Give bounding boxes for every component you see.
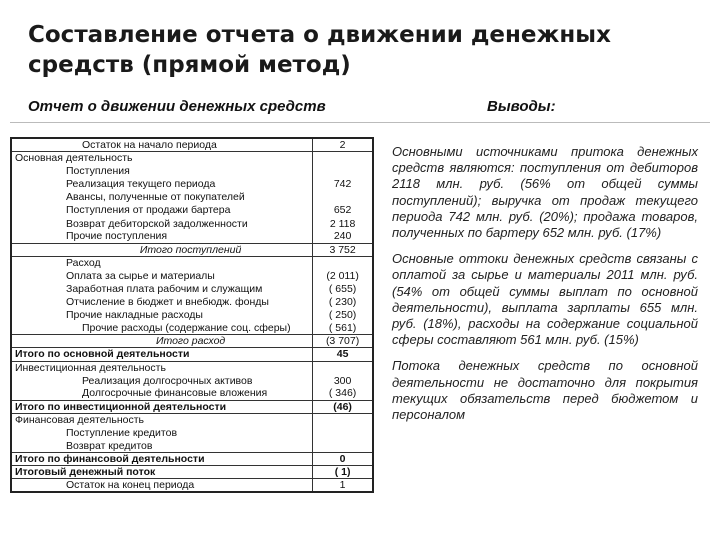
- table-row: [11, 243, 373, 256]
- row-value: (2 011): [313, 269, 373, 282]
- table-row: [11, 282, 373, 295]
- table-row: [11, 204, 373, 217]
- row-label: Реализация текущего периода: [11, 178, 313, 191]
- table-row: [11, 296, 373, 309]
- table-row: [11, 374, 373, 387]
- row-label: Итоговый денежный поток: [11, 466, 313, 479]
- conclusions-heading: Выводы:: [487, 98, 556, 115]
- row-label: Оплата за сырье и материалы: [11, 269, 313, 282]
- row-value: 2 118: [313, 217, 373, 230]
- conclusion-paragraph: Основными источниками притока денежных средств являются: поступления от дебиторов 2118 млн. руб. (56% от общей суммы поступлений); выручка от продаж текущего периода 742 млн. руб. (20%); продажа товаров, полученных по бартеру 652 млн. руб. (17%): [392, 144, 698, 241]
- row-value: [313, 426, 373, 439]
- row-value: [313, 440, 373, 453]
- row-label: Итого по финансовой деятельности: [11, 453, 313, 466]
- table-row: [11, 269, 373, 282]
- row-value: ( 1): [313, 466, 373, 479]
- table-row: [11, 348, 373, 361]
- row-value: 2: [313, 138, 373, 152]
- table-row: [11, 217, 373, 230]
- row-label: Отчисление в бюджет и внебюдж. фонды: [11, 296, 313, 309]
- conclusions-text: [392, 144, 698, 433]
- conclusion-paragraph: Потока денежных средств по основной деятельности не достаточно для покрытия текущих обязательств перед бюджетом и персоналом: [392, 358, 698, 423]
- row-label: Поступления: [11, 165, 313, 178]
- table-row: [11, 426, 373, 439]
- table-row: [11, 440, 373, 453]
- row-label: Итого поступлений: [11, 243, 313, 256]
- row-label: Остаток на начало периода: [11, 138, 313, 152]
- row-label: Поступление кредитов: [11, 426, 313, 439]
- table-row: [11, 466, 373, 479]
- cash-flow-table-body: [11, 138, 373, 492]
- row-value: 1: [313, 479, 373, 493]
- row-value: [313, 413, 373, 426]
- table-row: [11, 453, 373, 466]
- row-label: Итого по основной деятельности: [11, 348, 313, 361]
- slide-title: Составление отчета о движении денежных средств (прямой метод): [28, 22, 611, 78]
- row-label: Прочие накладные расходы: [11, 309, 313, 322]
- row-label: Возврат кредитов: [11, 440, 313, 453]
- row-label: Итого по инвестиционной деятельности: [11, 400, 313, 413]
- row-value: [313, 152, 373, 165]
- row-label: Итого расход: [11, 335, 313, 348]
- row-value: [313, 256, 373, 269]
- table-row: [11, 387, 373, 400]
- row-value: 45: [313, 348, 373, 361]
- row-value: 300: [313, 374, 373, 387]
- table-row: [11, 256, 373, 269]
- row-label: Инвестиционная деятельность: [11, 361, 313, 374]
- row-value: 652: [313, 204, 373, 217]
- table-row: [11, 165, 373, 178]
- row-label: Основная деятельность: [11, 152, 313, 165]
- row-label: Заработная плата рабочим и служащим: [11, 282, 313, 295]
- table-row: [11, 322, 373, 335]
- table-row: [11, 230, 373, 243]
- table-row: [11, 479, 373, 493]
- table-row: [11, 335, 373, 348]
- row-value: [313, 191, 373, 204]
- row-value: 240: [313, 230, 373, 243]
- row-value: ( 250): [313, 309, 373, 322]
- row-value: (3 707): [313, 335, 373, 348]
- row-label: Финансовая деятельность: [11, 413, 313, 426]
- row-value: 0: [313, 453, 373, 466]
- table-row: [11, 138, 373, 152]
- row-value: (46): [313, 400, 373, 413]
- row-value: ( 561): [313, 322, 373, 335]
- cash-flow-table: [10, 137, 374, 493]
- row-label: Авансы, полученные от покупателей: [11, 191, 313, 204]
- table-row: [11, 361, 373, 374]
- report-heading: Отчет о движении денежных средств: [28, 98, 326, 115]
- row-label: Долгосрочные финансовые вложения: [11, 387, 313, 400]
- table-row: [11, 191, 373, 204]
- row-value: ( 346): [313, 387, 373, 400]
- table-row: [11, 413, 373, 426]
- row-label: Остаток на конец периода: [11, 479, 313, 493]
- row-value: [313, 361, 373, 374]
- table-row: [11, 178, 373, 191]
- row-label: Поступления от продажи бартера: [11, 204, 313, 217]
- table-row: [11, 309, 373, 322]
- row-label: Прочие расходы (содержание соц. сферы): [11, 322, 313, 335]
- row-value: ( 655): [313, 282, 373, 295]
- row-label: Прочие поступления: [11, 230, 313, 243]
- row-value: [313, 165, 373, 178]
- row-label: Реализация долгосрочных активов: [11, 374, 313, 387]
- row-label: Возврат дебиторской задолженности: [11, 217, 313, 230]
- heading-divider: [10, 122, 710, 123]
- row-value: 3 752: [313, 243, 373, 256]
- row-value: ( 230): [313, 296, 373, 309]
- row-value: 742: [313, 178, 373, 191]
- conclusion-paragraph: Основные оттоки денежных средств связаны с оплатой за сырье и материалы 2011 млн. руб. (54% от общей суммы выплат по основной деятельности), выплата зарплаты 655 млн. руб. (18%), расходы на содержание социальной сферы составляют 561 млн. руб. (15%): [392, 251, 698, 348]
- table-row: [11, 152, 373, 165]
- table-row: [11, 400, 373, 413]
- row-label: Расход: [11, 256, 313, 269]
